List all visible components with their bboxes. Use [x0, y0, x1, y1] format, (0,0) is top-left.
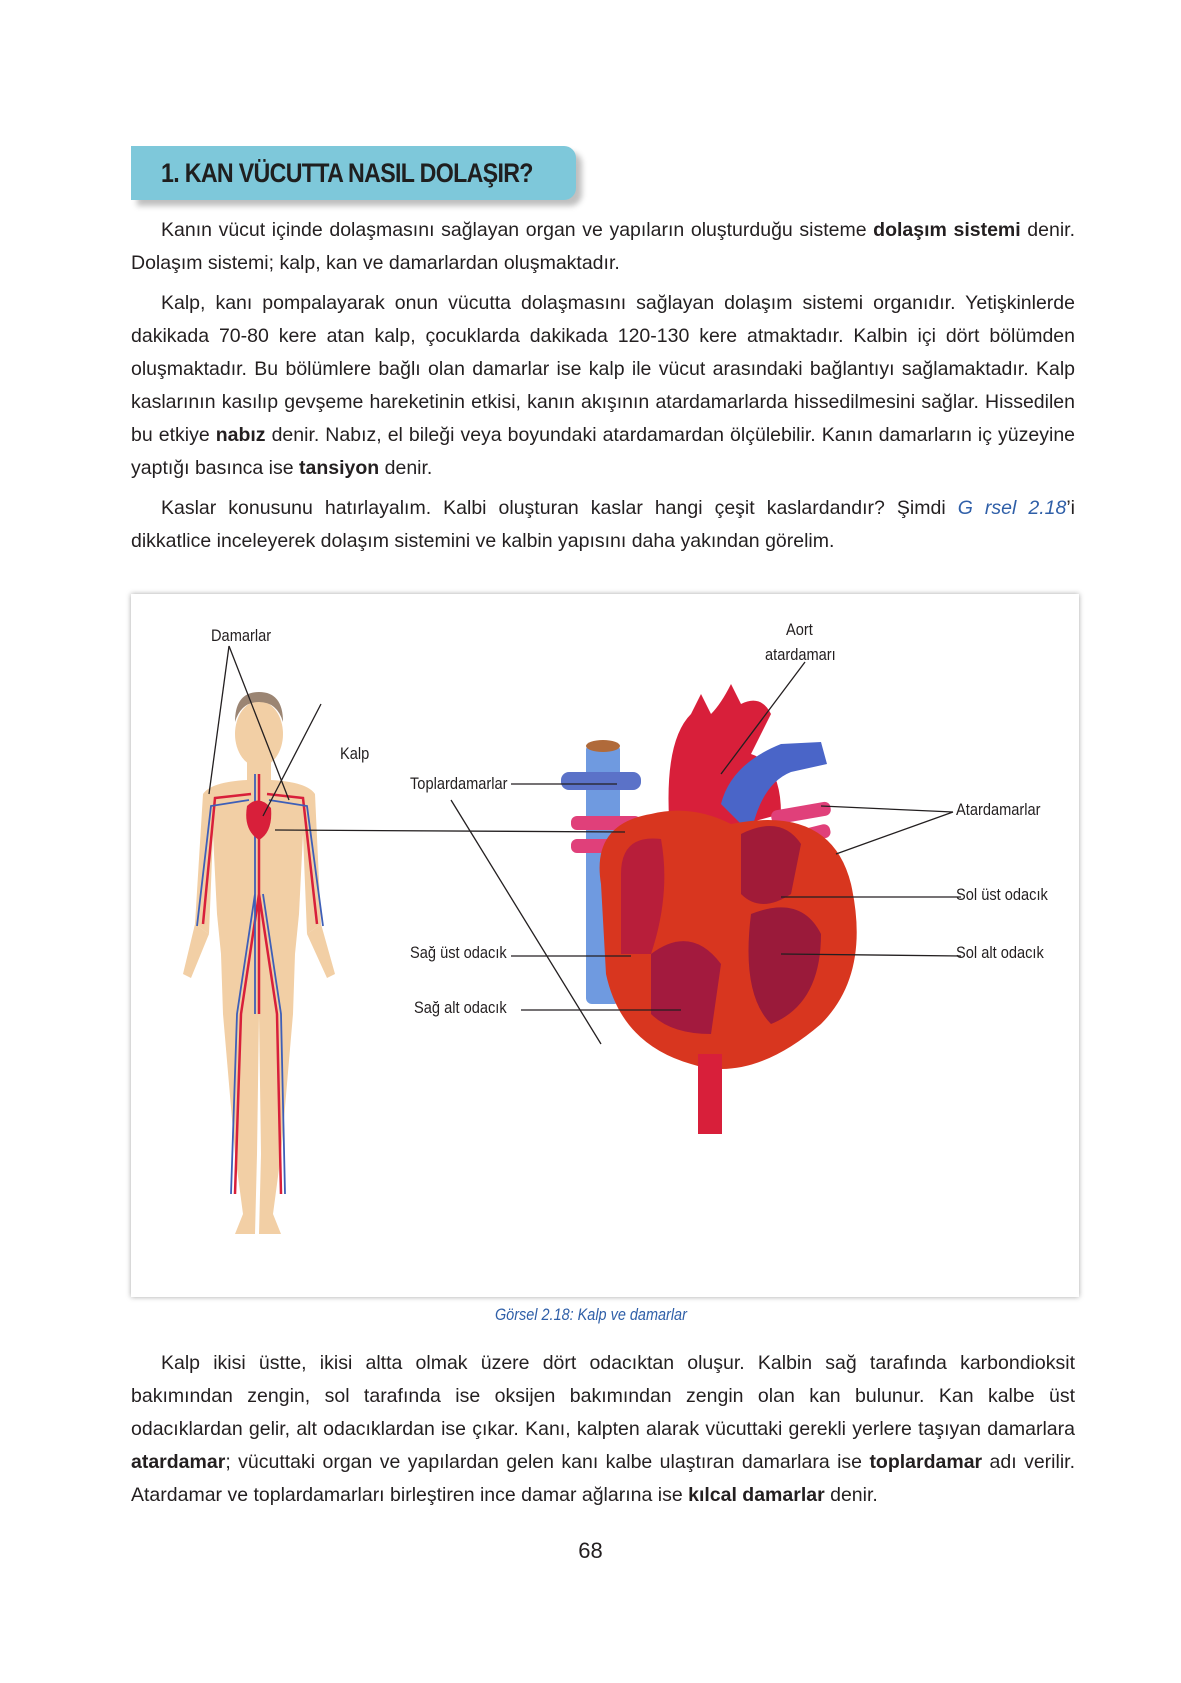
- page-number: 68: [578, 1538, 603, 1563]
- paragraph-3: [131, 492, 1075, 558]
- text: Kanın vücut içinde dolaşmasını sağlayan organ ve yapıların oluşturduğu sisteme: [161, 219, 874, 241]
- illustration: [131, 594, 1079, 1297]
- label-atardamarlar: Atardamarlar: [956, 800, 1041, 819]
- label-damarlar: Damarlar: [211, 626, 272, 645]
- figure-caption: [0, 1305, 1181, 1325]
- paragraph-4: [131, 1347, 1075, 1512]
- label-sag-alt-odacik: Sağ alt odacık: [414, 998, 507, 1017]
- term-nabiz: nabız: [215, 424, 266, 446]
- term-toplardamar: toplardamar: [869, 1451, 983, 1473]
- term-kilcal-damarlar: kılcal damarlar: [688, 1484, 825, 1506]
- section-title-bar: [131, 146, 576, 200]
- figure-reference-link[interactable]: G rsel 2.18: [957, 497, 1067, 519]
- paragraph-1: [131, 214, 1075, 280]
- section-title: 1. KAN VÜCUTTA NASIL DOLAŞIR?: [161, 158, 533, 188]
- human-body-illustration: [183, 692, 335, 1234]
- text: adı verilir. Atardamar ve toplardamarları birleştiren ince damar ağlarına ise: [131, 1451, 1075, 1506]
- term-tansiyon: tansiyon: [299, 457, 380, 479]
- paragraph-2: [131, 287, 1075, 485]
- label-sag-ust-odacik: Sağ üst odacık: [410, 943, 507, 962]
- term-dolasim-sistemi: dolaşım sistemi: [873, 219, 1021, 241]
- text: denir.: [379, 457, 433, 479]
- label-sol-alt-odacik: Sol alt odacık: [956, 943, 1044, 962]
- heart-illustration: [561, 684, 857, 1134]
- text: denir.: [824, 1484, 878, 1506]
- text: Kalp, kanı pompalayarak onun vücutta dolaşmasını sağlayan dolaşım sistemi organıdır. Yetişkinlerde dakikada 70-80 kere atan kalp, çocuklarda dakikada 120-130 kere atmaktadır. Kalbin içi dört bölümden oluşmaktadır. Bu bölümlere bağlı olan damarlar ise kalp ile vücut arasındaki bağlantıyı sağlamaktadır. Kalp kaslarının kasılıp gevşeme hareketinin etkisi, kanın akışının atardamarlarda hissedilmesini sağlar. Hissedilen bu etkiye: [131, 292, 1075, 446]
- text: Kaslar konusunu hatırlayalım. Kalbi oluşturan kaslar hangi çeşit kaslardandır? Şimdi: [161, 497, 958, 519]
- text: denir. Dolaşım sistemi; kalp, kan ve damarlardan oluşmaktadır.: [131, 219, 1075, 274]
- figure-heart-and-vessels: [131, 594, 1079, 1297]
- label-kalp: Kalp: [340, 744, 370, 763]
- label-toplardamarlar: Toplardamarlar: [410, 774, 508, 793]
- label-aort-line1: Aort: [786, 620, 813, 639]
- text: ’i dikkatlice inceleyerek dolaşım sistemini ve kalbin yapısını daha yakından görelim.: [131, 497, 1075, 552]
- caption-text: Görsel 2.18: Kalp ve damarlar: [494, 1305, 687, 1324]
- label-sol-ust-odacik: Sol üst odacık: [956, 885, 1048, 904]
- label-aort-line2: atardamarı: [765, 645, 836, 664]
- text: Kalp ikisi üstte, ikisi altta olmak üzere dört odacıktan oluşur. Kalbin sağ tarafında karbondioksit bakımından zengin, sol tarafında ise oksijen bakımından zengin olan kan bulunur. Kan kalbe üst odacıklardan gelir, alt odacıklardan ise çıkar. Kanı, kalpten alarak vücuttaki gerekli yerlere taşıyan damarlara: [131, 1352, 1075, 1440]
- term-atardamar: atardamar: [131, 1451, 226, 1473]
- text: denir. Nabız, el bileği veya boyundaki atardamardan ölçülebilir. Kanın damarların iç yüzeyine yaptığı basınca ise: [131, 424, 1076, 479]
- text: ; vücuttaki organ ve yapılardan gelen kanı kalbe ulaştıran damarlara ise: [225, 1451, 870, 1473]
